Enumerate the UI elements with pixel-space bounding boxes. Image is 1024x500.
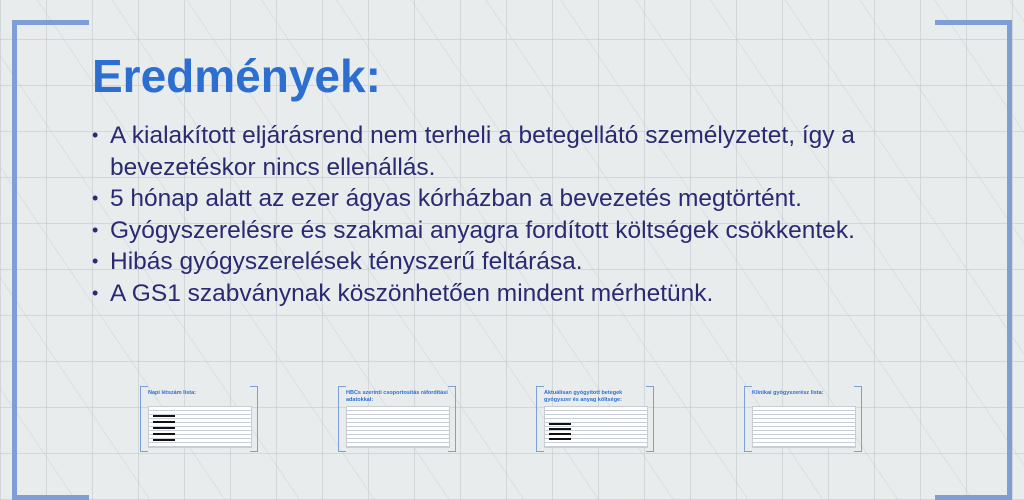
thumbnail-document-preview: [544, 406, 648, 448]
thumbnail-document-preview: [346, 406, 450, 448]
thumbnail-current-patient-costs[interactable]: [536, 386, 654, 452]
thumbnail-clinical-pharmacist-list[interactable]: [744, 386, 862, 452]
thumbnail-hbcs-grouping[interactable]: [338, 386, 456, 452]
thumbnail-title: Napi létszám lista:: [148, 390, 196, 396]
thumbnail-title: Klinikai gyógyszerész lista:: [752, 390, 824, 396]
bullet-item: • 5 hónap alatt az ezer ágyas kórházban a bevezetés megtörtént.: [92, 183, 972, 215]
thumbnail-document-preview: [752, 406, 856, 448]
bullet-item: • Gyógyszerelésre és szakmai anyagra fordított költségek csökkentek.: [92, 215, 972, 247]
bullet-item: • A GS1 szabványnak köszönhetően mindent mérhetünk.: [92, 278, 972, 310]
thumbnail-title: HBCs szerinti csoportosítás ráfordítási adatokkal:: [346, 390, 448, 403]
thumbnail-daily-headcount[interactable]: [140, 386, 258, 452]
bullet-item: • A kialakított eljárásrend nem terheli a betegellátó személyzetet, így a bevezetéskor nincs ellenállás.: [92, 120, 972, 183]
bullet-item: • Hibás gyógyszerelések tényszerű feltárása.: [92, 246, 972, 278]
slide-title: Eredmények:: [92, 50, 381, 102]
results-bullet-list: [92, 120, 972, 309]
left-frame-bracket: [12, 20, 89, 500]
thumbnail-document-preview: [148, 406, 252, 448]
thumbnail-title: Aktuálisan gyógyított betegek gyógyszer és anyag költsége:: [544, 390, 623, 403]
